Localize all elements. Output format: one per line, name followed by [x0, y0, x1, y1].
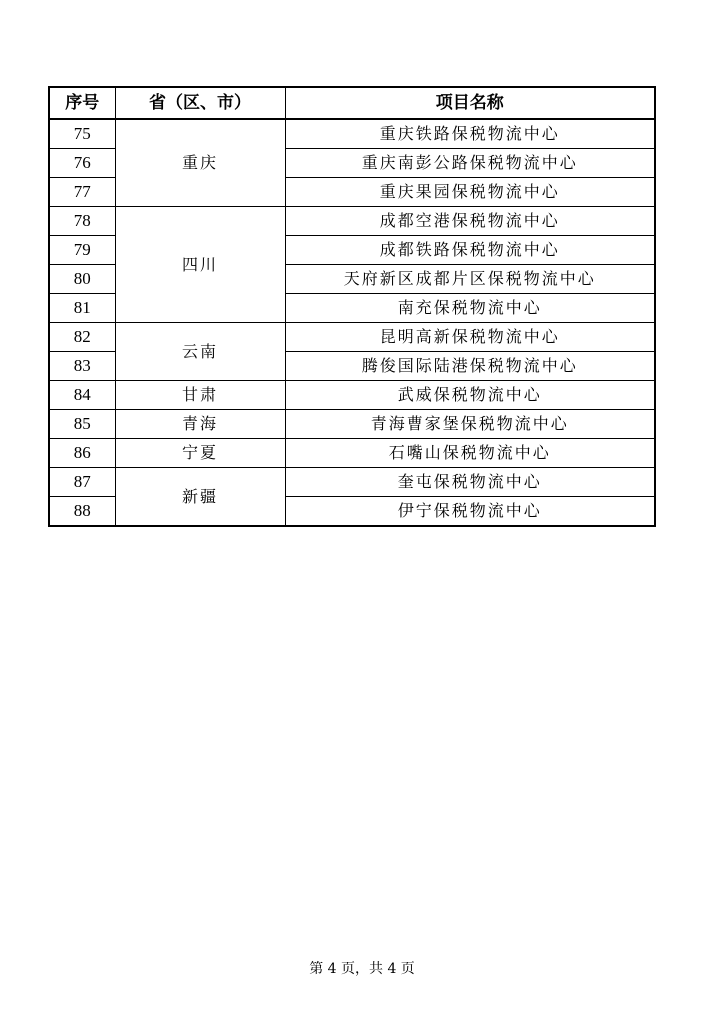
row-number: 75: [49, 119, 115, 149]
table-row: [49, 207, 655, 236]
row-number: 85: [49, 410, 115, 439]
row-number: 87: [49, 468, 115, 497]
project-name: 成都铁路保税物流中心: [285, 236, 655, 265]
table-row: [49, 468, 655, 497]
table-row: [49, 410, 655, 439]
bonded-logistics-table: [48, 86, 656, 527]
province-cell: 云南: [115, 323, 285, 381]
project-name: 重庆铁路保税物流中心: [285, 119, 655, 149]
header-serial-number: 序号: [49, 87, 115, 119]
province-cell: 新疆: [115, 468, 285, 527]
project-name: 昆明高新保税物流中心: [285, 323, 655, 352]
province-cell: 甘肃: [115, 381, 285, 410]
province-cell: 四川: [115, 207, 285, 323]
project-name: 奎屯保税物流中心: [285, 468, 655, 497]
row-number: 78: [49, 207, 115, 236]
project-name: 武威保税物流中心: [285, 381, 655, 410]
project-name: 重庆南彭公路保税物流中心: [285, 149, 655, 178]
header-province: 省（区、市）: [115, 87, 285, 119]
row-number: 84: [49, 381, 115, 410]
project-name: 成都空港保税物流中心: [285, 207, 655, 236]
province-cell: 宁夏: [115, 439, 285, 468]
project-name: 石嘴山保税物流中心: [285, 439, 655, 468]
table-row: [49, 323, 655, 352]
project-name: 青海曹家堡保税物流中心: [285, 410, 655, 439]
table-header-row: [49, 87, 655, 119]
table-row: [49, 381, 655, 410]
project-name: 重庆果园保税物流中心: [285, 178, 655, 207]
project-name: 南充保税物流中心: [285, 294, 655, 323]
header-project-name: 项目名称: [285, 87, 655, 119]
project-name: 天府新区成都片区保税物流中心: [285, 265, 655, 294]
bonded-logistics-table-container: [48, 86, 654, 527]
table-row: [49, 439, 655, 468]
row-number: 83: [49, 352, 115, 381]
row-number: 76: [49, 149, 115, 178]
row-number: 88: [49, 497, 115, 527]
row-number: 77: [49, 178, 115, 207]
project-name: 伊宁保税物流中心: [285, 497, 655, 527]
table-row: [49, 119, 655, 149]
row-number: 86: [49, 439, 115, 468]
row-number: 80: [49, 265, 115, 294]
row-number: 82: [49, 323, 115, 352]
row-number: 79: [49, 236, 115, 265]
province-cell: 青海: [115, 410, 285, 439]
row-number: 81: [49, 294, 115, 323]
province-cell: 重庆: [115, 119, 285, 207]
page-footer: 第 4 页，共 4 页: [309, 961, 415, 977]
project-name: 腾俊国际陆港保税物流中心: [285, 352, 655, 381]
